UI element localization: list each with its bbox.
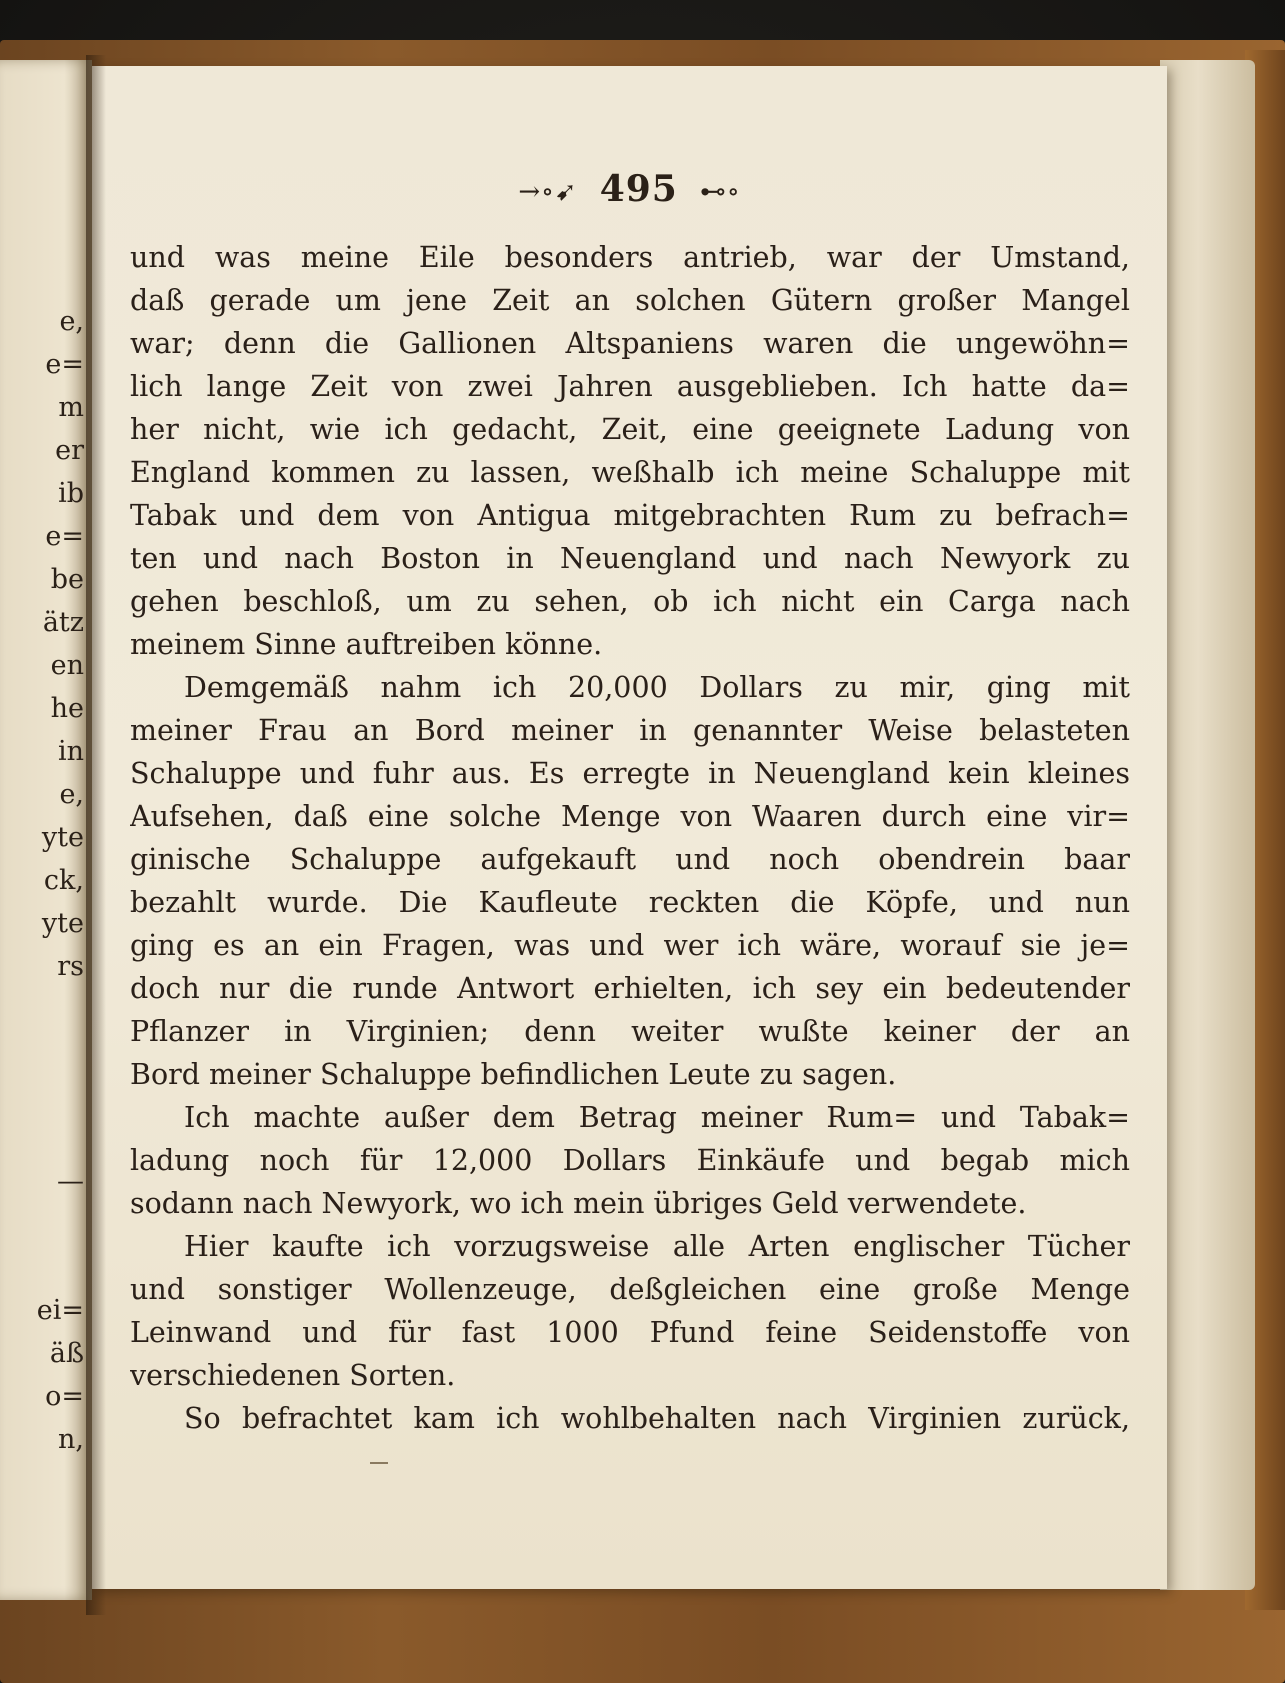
fragment-line: er (55, 435, 84, 466)
bottom-dash-mark (370, 1462, 388, 1464)
fragment-line: e= (45, 349, 84, 380)
text-line: war; denn die Gallionen Altspaniens waren die ungewöhn= (130, 327, 1130, 360)
text-line: verschiedenen Sorten. (130, 1359, 456, 1392)
fragment-line (0, 1246, 92, 1289)
text-line: meinem Sinne auftreiben könne. (130, 628, 603, 661)
text-line: ten und nach Boston in Neuengland und nach Newyork zu (130, 542, 1130, 575)
text-line: Aufsehen, daß eine solche Menge von Waaren durch eine vir= (130, 800, 1130, 833)
gutter-shadow (86, 55, 106, 1615)
text-line: Leinwand und für fast 1000 Pfund feine Seidenstoffe von (130, 1316, 1130, 1349)
fragment-line (0, 1203, 92, 1246)
fragment-line: e, (59, 779, 84, 810)
text-line: ladung noch für 12,000 Dollars Einkäufe und begab mich (130, 1144, 1130, 1177)
fragment-line: e= (45, 521, 84, 552)
text-line: Bord meiner Schaluppe befindlichen Leute zu sagen. (130, 1058, 897, 1091)
text-line: und was meine Eile besonders antrieb, war der Umstand, (130, 241, 1130, 274)
fragment-line: ib (58, 478, 84, 509)
left-facing-page (0, 60, 92, 1600)
text-line: So befrachtet kam ich wohlbehalten nach Virginien zurück, (184, 1402, 1130, 1435)
ornament-right-icon: ⊷∘ (699, 177, 741, 207)
fragment-line: yte (41, 822, 84, 853)
fragment-line: m (58, 392, 84, 423)
text-line: ginische Schaluppe aufgekauft und noch obendrein baar (130, 843, 1130, 876)
fragment-line: e, (59, 306, 84, 337)
page-stack-edge (1160, 60, 1255, 1590)
book-page (92, 66, 1167, 1589)
fragment-line (0, 1117, 92, 1160)
text-line: gehen beschloß, um zu sehen, ob ich nicht ein Carga nach (130, 585, 1130, 618)
fragment-line: yte (41, 908, 84, 939)
text-line: England kommen zu lassen, weßhalb ich meine Schaluppe mit (130, 456, 1130, 489)
page-number: 495 (599, 168, 678, 210)
fragment-line: ck, (43, 865, 84, 896)
page-header (92, 168, 1167, 210)
text-line: sodann nach Newyork, wo ich mein übriges Geld verwendete. (130, 1187, 1027, 1220)
text-line: doch nur die runde Antwort erhielten, ich sey ein bedeutender (130, 972, 1130, 1005)
fragment-line (0, 988, 92, 1031)
body-text (130, 236, 1130, 1440)
fragment-line (0, 1031, 92, 1074)
text-line: Demgemäß nahm ich 20,000 Dollars zu mir, ging mit (184, 671, 1130, 704)
text-line: Schaluppe und fuhr aus. Es erregte in Neuengland kein kleines (130, 757, 1130, 790)
ornament-left-icon: →∘➹ (518, 177, 578, 207)
fragment-line: n, (58, 1424, 84, 1455)
fragment-line: äß (49, 1338, 84, 1369)
text-line: ging es an ein Fragen, was und wer ich wäre, worauf sie je= (130, 929, 1130, 962)
text-line: bezahlt wurde. Die Kaufleute reckten die Köpfe, und nun (130, 886, 1130, 919)
fragment-line: — (57, 1166, 84, 1197)
fragment-line (0, 1074, 92, 1117)
fragment-line: ei= (36, 1295, 84, 1326)
text-line: Hier kaufte ich vorzugsweise alle Arten englischer Tücher (184, 1230, 1130, 1263)
text-line: und sonstiger Wollenzeuge, deßgleichen eine große Menge (130, 1273, 1130, 1306)
text-line: Pflanzer in Virginien; denn weiter wußte keiner der an (130, 1015, 1130, 1048)
fragment-line: ätz (42, 607, 84, 638)
fragment-line: rs (57, 951, 84, 982)
fragment-line: en (50, 650, 84, 681)
left-page-text-fragments (0, 300, 92, 1461)
text-line: daß gerade um jene Zeit an solchen Gütern großer Mangel (130, 284, 1130, 317)
text-line: her nicht, wie ich gedacht, Zeit, eine geeignete Ladung von (130, 413, 1130, 446)
fragment-line: he (50, 693, 84, 724)
text-line: Ich machte außer dem Betrag meiner Rum= und Tabak= (184, 1101, 1130, 1134)
fragment-line: o= (45, 1381, 84, 1412)
fragment-line: be (50, 564, 84, 595)
text-line: meiner Frau an Bord meiner in genannter Weise belasteten (130, 714, 1130, 747)
fragment-line: in (57, 736, 84, 767)
text-line: Tabak und dem von Antigua mitgebrachten Rum zu befrach= (130, 499, 1130, 532)
text-line: lich lange Zeit von zwei Jahren ausgeblieben. Ich hatte da= (130, 370, 1130, 403)
